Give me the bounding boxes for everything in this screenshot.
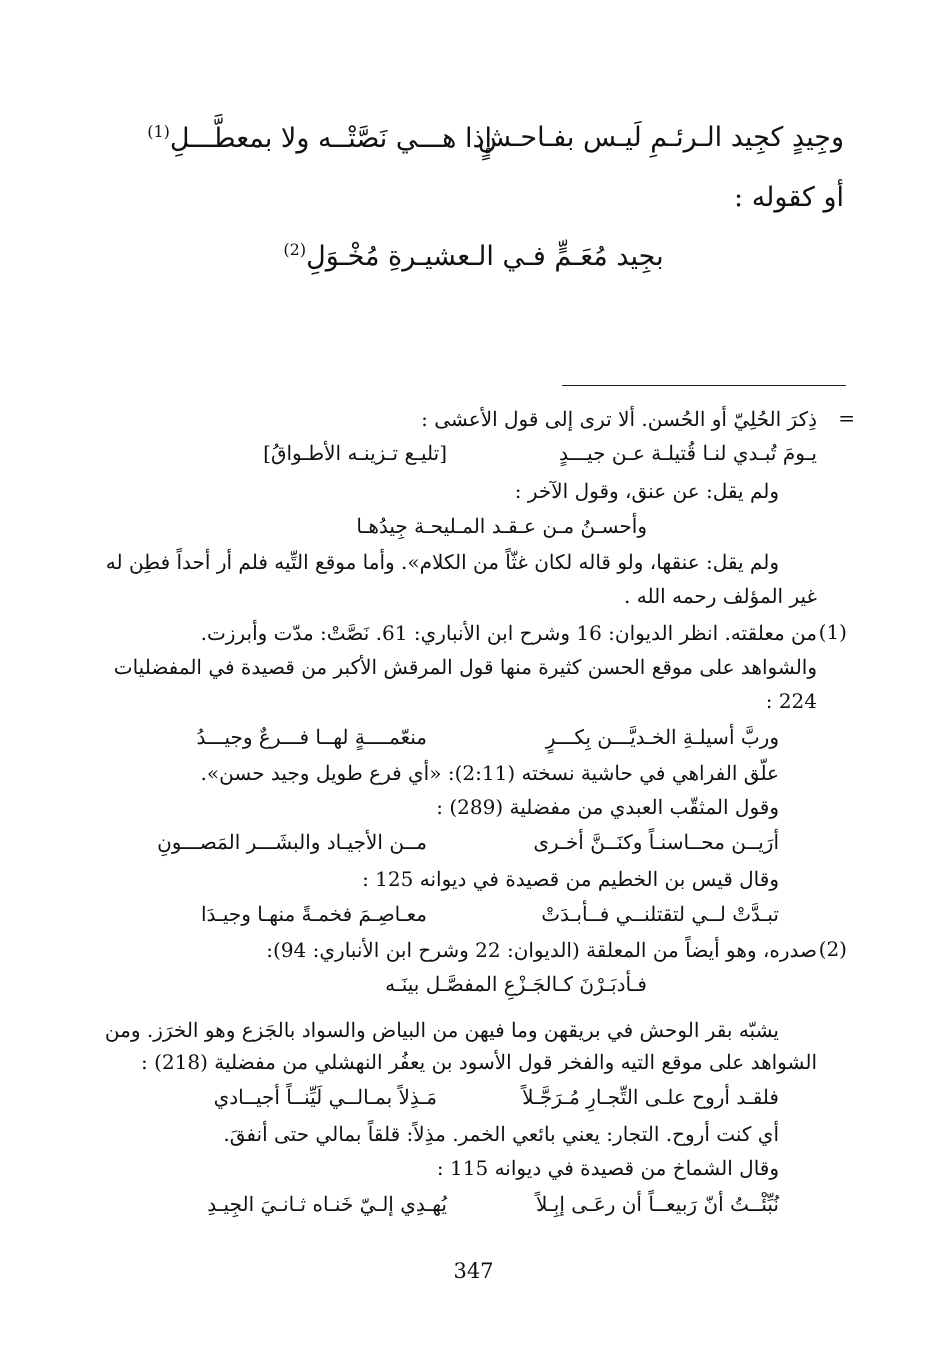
- footnote-line: الشواهد على موقع التيه والفخر قول الأسود بن يعفُر النهشلي من مفضلية (218) :: [141, 1050, 817, 1074]
- footnote-verse-hemistich: منعّمــــةٍ لهــا فـــرعٌ وجيـــدُ: [196, 725, 427, 749]
- intro-line: أو كقوله :: [734, 182, 844, 213]
- footnote-separator: [562, 385, 846, 386]
- footnote-line: والشواهد على موقع الحسن كثيرة منها قول المرقش الأكبر من قصيدة في المفضليات: [113, 655, 817, 679]
- footnote-line: علّق الفراهي في حاشية نسخته (2:11): «أي فرع طويل وجيد حسن».: [200, 761, 779, 785]
- footnote-verse-hemistich: يُهـدِي إلـيّ خَنـاه ثـانـيَ الجِيـدِ: [207, 1192, 447, 1216]
- footnote-verse-hemistich: تبـدَّتْ لــي لتقتلنــي فــأبـدَتْ: [541, 902, 779, 926]
- continuation-mark: =: [838, 406, 855, 430]
- footnote-line: ولم يقل: عن عنق، وقول الآخر :: [514, 479, 779, 503]
- footnote-verse: وأحسـنُ مـن عـقـد المـليحـة جِيدُهـا: [356, 514, 647, 538]
- footnote-line: وقول المثقّب العبدي من مفضلية (289) :: [436, 795, 779, 819]
- footnote-ref-1: (1): [147, 122, 170, 141]
- footnote-line: ولم يقل: عنقها، ولو قاله لكان غثّاً من الكلام». وأما موقع التِّيه فلم أر أحداً فطِن له: [105, 550, 779, 574]
- footnote-line: صدره، وهو أيضاً من المعلقة (الديوان: 22 وشرح ابن الأنباري: 94):: [266, 938, 817, 962]
- footnote-line: ذِكرَ الحُلِيّ أو الحُسن. ألا ترى إلى قول الأعشى :: [421, 407, 817, 431]
- footnote-line: غير المؤلف رحمه الله .: [624, 584, 817, 608]
- centered-verse: [0, 240, 947, 272]
- footnote-line: من معلقته. انظر الديوان: 16 وشرح ابن الأنباري: 61. نَصَّتْ: مدّت وأبرزت.: [200, 621, 817, 645]
- footnote-number: (1): [818, 620, 847, 644]
- footnote-verse-hemistich: نُبِّئْــتُ أنّ رَبيعــاً أن رعَـى إبِـلاً: [535, 1192, 779, 1216]
- footnote-number: (2): [818, 937, 847, 961]
- footnote-verse-hemistich: مــن الأجيـاد والبشَـــر المَصـــونِ: [157, 830, 427, 854]
- page-number: 347: [453, 1259, 494, 1283]
- footnote-verse-hemistich: معـاصِـمَ فخمـةً منهـا وجيـدَا: [200, 902, 427, 926]
- footnote-verse: فـأدبَـرْنَ كـالجَـزْعِ المفصَّـل بينَـه: [385, 972, 647, 996]
- verse-first-hemistich: وجِيدٍ كجِيد الـرئـمِ لَيـس بفـاحـشٍ: [478, 122, 844, 153]
- footnote-line: وقال قيس بن الخطيم من قصيدة في ديوانه 125 :: [362, 867, 779, 891]
- footnote-line: يشبّه بقر الوحش في بريقهن وما فيهن من البياض والسواد بالجَزع وهو الخرَز. ومن: [104, 1018, 779, 1042]
- centered-verse-text: بجِيد مُعَـمٍّ فـي الـعشيـرةِ مُخْـوَلِ: [306, 241, 664, 272]
- footnote-line: أي كنت أروح. التجار: يعني بائعي الخمر. مذِلاً: قلقاً بمالي حتى أنفقَ.: [223, 1122, 779, 1146]
- footnote-verse-hemistich: [تليـع تـزينـه الأطـواقُ]: [263, 441, 447, 465]
- footnote-ref-2: (2): [283, 240, 307, 259]
- footnote-line: : 224: [765, 689, 817, 713]
- footnote-line: وقال الشماخ من قصيدة في ديوانه 115 :: [436, 1156, 779, 1180]
- footnote-verse-hemistich: أرَيــن محــاسنـاً وكنَــنَّ أخـرى: [533, 830, 779, 854]
- verse-second-hemistich: [147, 122, 492, 154]
- footnote-verse-hemistich: وربَّ أسيلـةِ الخـديَّـــن بِكـــرٍ: [545, 725, 779, 749]
- footnote-verse-hemistich: فلقـد أروح علـى التِّجـارِ مُـرَجَّـلاً: [522, 1085, 779, 1109]
- verse-second-hemistich-text: إذا هـــي نَصَّتْــه ولا بمعطَّـــلِ: [169, 123, 492, 154]
- footnote-verse-hemistich: مَـذِلاً بمـالــي لَيِّنــاً أجيــادي: [213, 1085, 437, 1109]
- footnote-verse-hemistich: يـومَ تُبـدي لنـا قُتيلـة عـن جيـــدٍ: [559, 441, 817, 465]
